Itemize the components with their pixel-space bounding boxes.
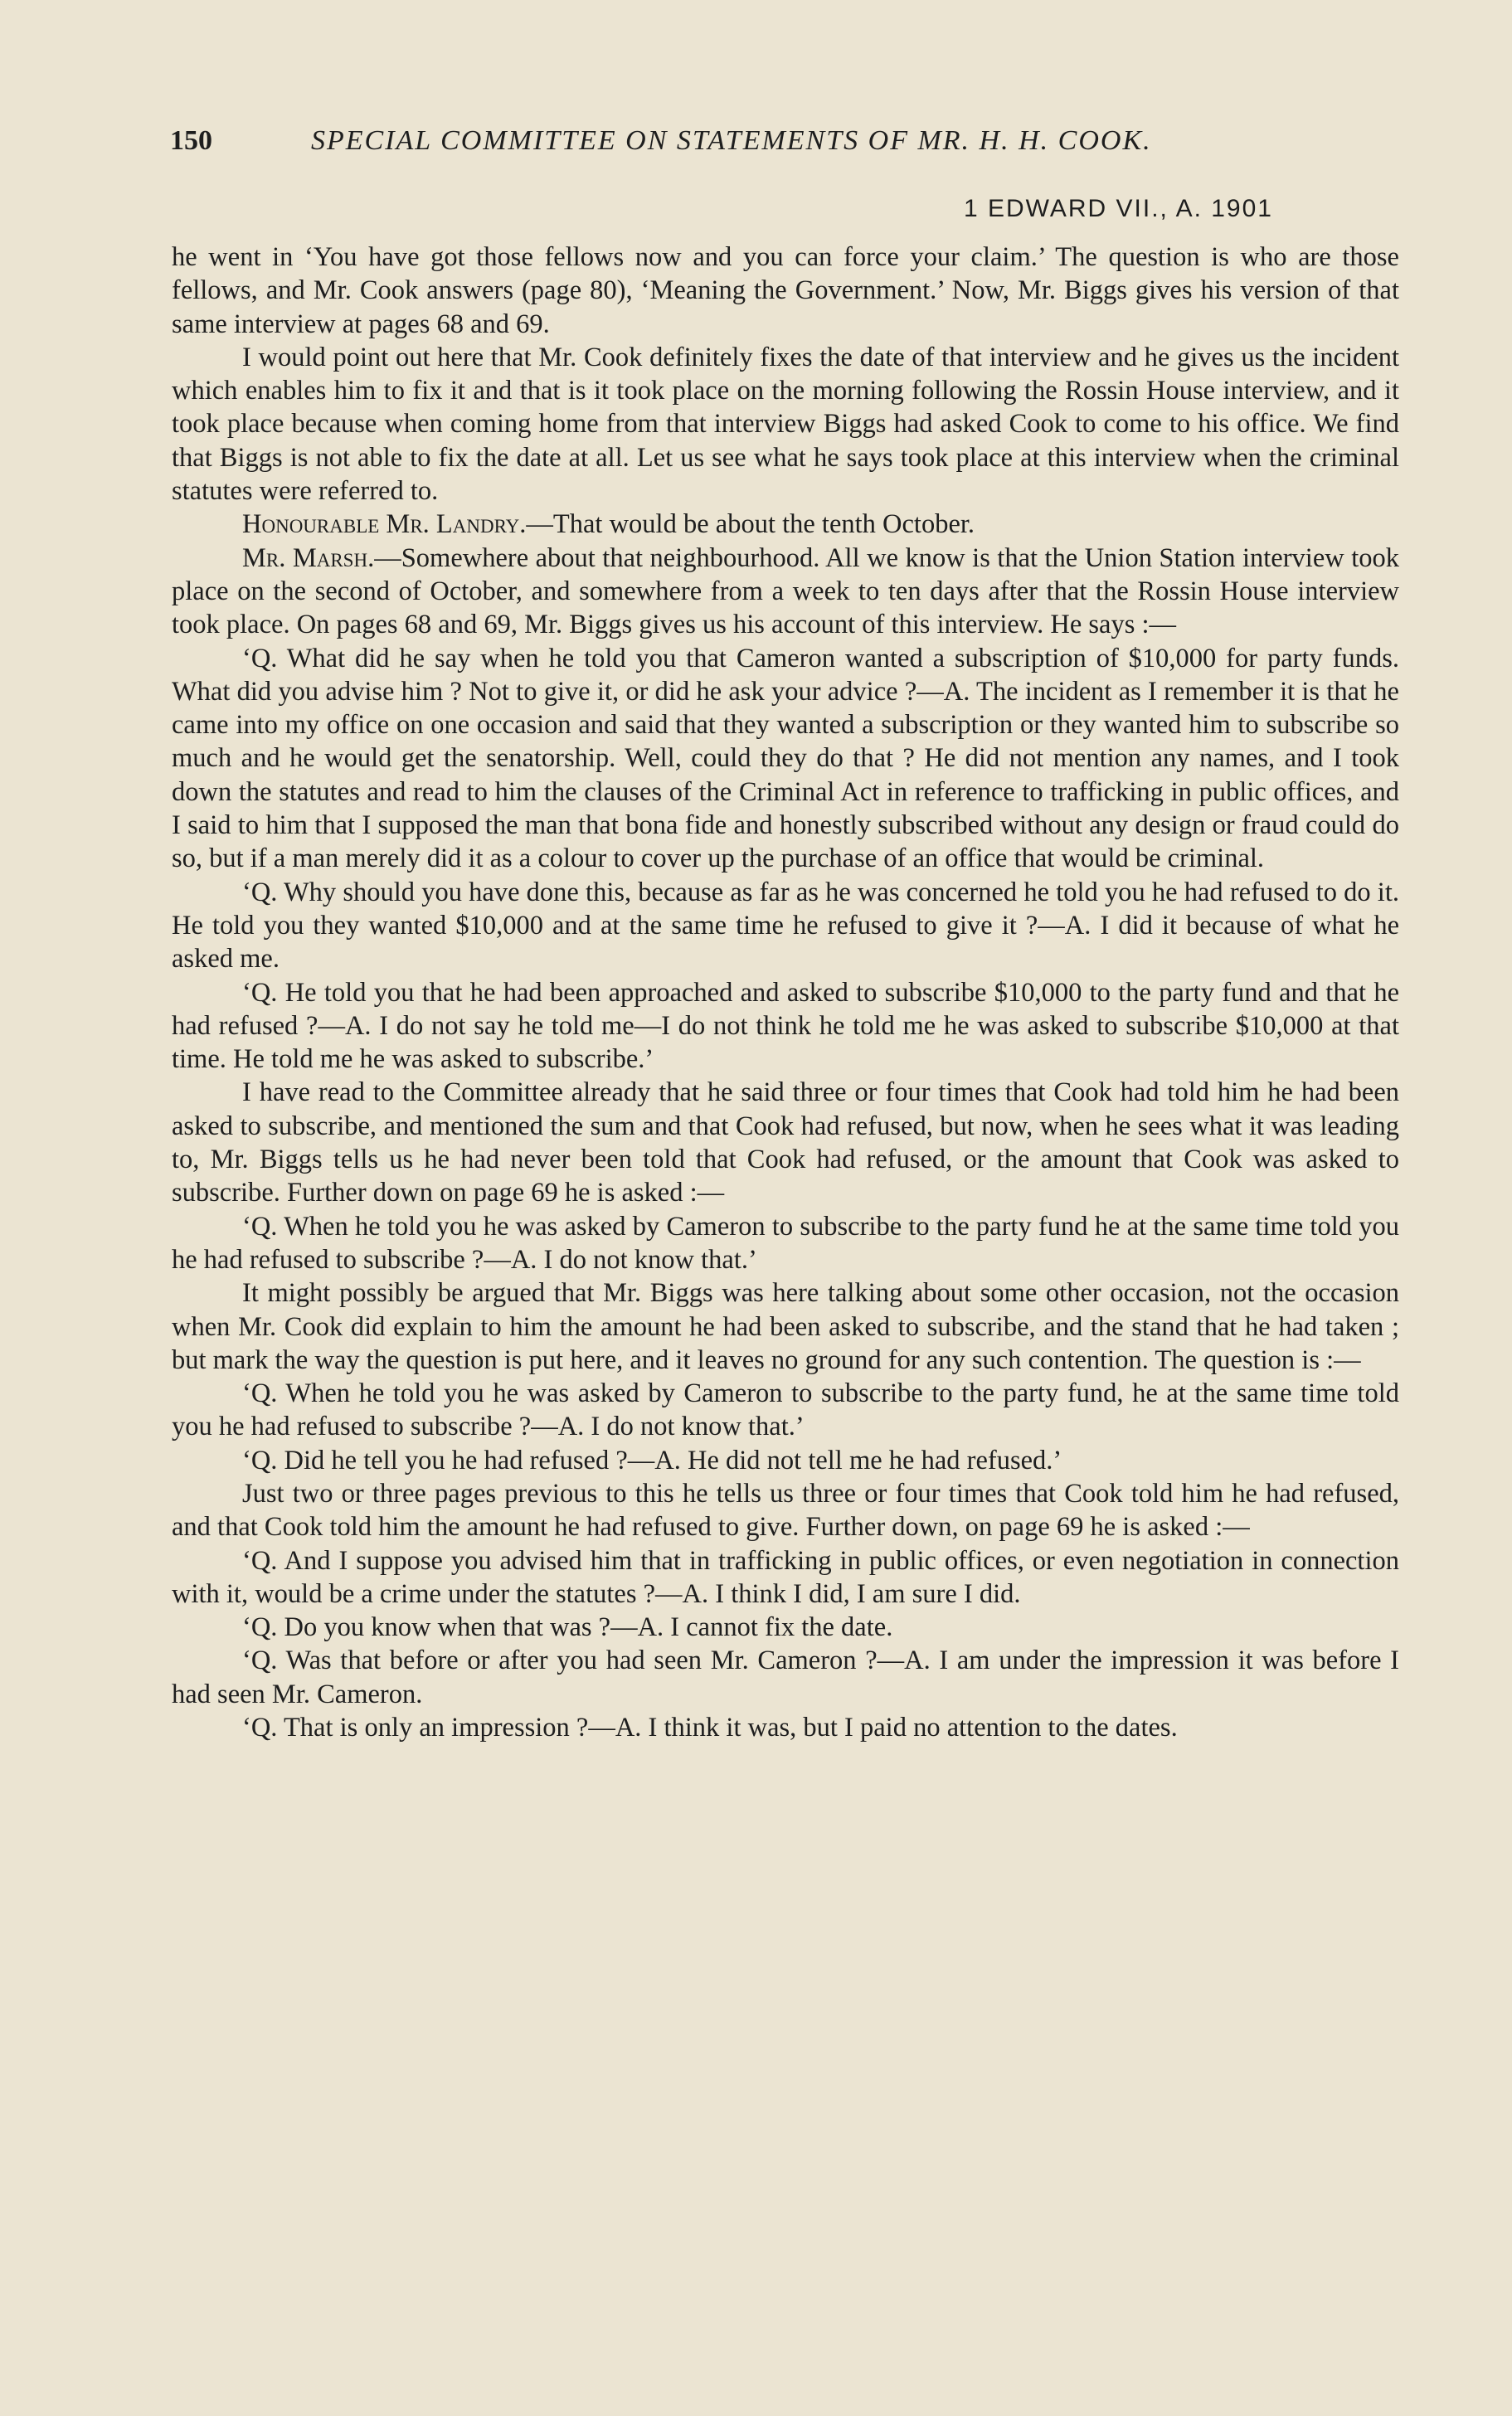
- speaker-text: —That would be about the tenth October.: [526, 509, 975, 540]
- quoted-paragraph: ‘Q. Do you know when that was ?—A. I cannot fix the date.: [242, 1612, 893, 1643]
- speaker-name: Honourable Mr. Landry.: [242, 509, 527, 540]
- page-number: 150: [170, 125, 212, 156]
- running-title: SPECIAL COMMITTEE ON STATEMENTS OF MR. H. H. COOK.: [311, 125, 1152, 156]
- paragraph: Just two or three pages previous to this he tells us three or four times that Cook told him he had refused, and that Cook told him the amount he had refused to give. Further down, on page 69 he is asked :—: [172, 1478, 1399, 1543]
- quoted-paragraph: ‘Q. Was that before or after you had seen Mr. Cameron ?—A. I am under the impression it was before I had seen Mr. Cameron.: [172, 1646, 1399, 1709]
- quoted-paragraph: ‘Q. Why should you have done this, because as far as he was concerned he told you he had refused to do it. He told you they wanted $10,000 and at the same time he refused to give it ?—A. I did it because of what he asked me.: [172, 877, 1399, 975]
- body-text: [172, 241, 1399, 1744]
- paragraph: I would point out here that Mr. Cook definitely fixes the date of that interview and he gives us the incident which enables him to fix it and that is it took place on the morning following the Rossin House interview, and it took place because when coming home from that interview Biggs had asked Cook to come to his office. We find that Biggs is not able to fix the date at all. Let us see what he says took place at this interview when the criminal statutes were referred to.: [172, 342, 1399, 507]
- speaker-text: —Somewhere about that neighbourhood. All we know is that the Union Station interview took place on the second of October, and somewhere from a week to ten days after that the Rossin House interview took place. On pages 68 and 69, Mr. Biggs gives us his account of this interview. He says :—: [172, 542, 1399, 640]
- paragraph: he went in ‘You have got those fellows now and you can force your claim.’ The question is who are those fellows, and Mr. Cook answers (page 80), ‘Meaning the Government.’ Now, Mr. Biggs gives his version of that same interview at pages 68 and 69.: [172, 242, 1399, 339]
- session-label: 1 EDWARD VII., A. 1901: [963, 195, 1273, 222]
- speaker-paragraph: [172, 542, 1399, 642]
- quoted-paragraph: ‘Q. When he told you he was asked by Cameron to subscribe to the party fund he at the same time told you he had refused to subscribe ?—A. I do not know that.’: [172, 1211, 1399, 1275]
- speaker-name: Mr. Marsh.: [242, 542, 375, 573]
- quoted-paragraph: ‘Q. That is only an impression ?—A. I think it was, but I paid no attention to the dates.: [242, 1713, 1178, 1743]
- quoted-paragraph: ‘Q. Did he tell you he had refused ?—A. He did not tell me he had refused.’: [242, 1445, 1062, 1475]
- speaker-paragraph: [172, 508, 1399, 541]
- paragraph: I have read to the Committee already that he said three or four times that Cook had told him he had been asked to subscribe, and mentioned the sum and that Cook had refused, but now, when he sees what it was leading to, Mr. Biggs tells us he had never been told that Cook had refused, or the amount that Cook was asked to subscribe. Further down on page 69 he is asked :—: [172, 1077, 1399, 1208]
- quoted-paragraph: ‘Q. And I suppose you advised him that in trafficking in public offices, or even negotiation in connection with it, would be a crime under the statutes ?—A. I think I did, I am sure I did.: [172, 1545, 1399, 1609]
- quoted-paragraph: ‘Q. What did he say when he told you that Cameron wanted a subscription of $10,000 for party funds. What did you advise him ? Not to give it, or did he ask your advice ?—A. The incident as I remember it is that he came into my office on one occasion and said that they wanted a subscription or they wanted him to subscribe so much and he would get the senatorship. Well, could they do that ? He did not mention any names, and I took down the statutes and read to him the clauses of the Criminal Act in reference to trafficking in public offices, and I said to him that I supposed the man that bona fide and honestly subscribed without any design or fraud could do so, but if a man merely did it as a colour to cover up the purchase of an office that would be criminal.: [172, 643, 1399, 874]
- quoted-paragraph: ‘Q. He told you that he had been approached and asked to subscribe $10,000 to the party fund and that he had refused ?—A. I do not say he told me—I do not think he told me he was asked to subscribe $10,000 at that time. He told me he was asked to subscribe.’: [172, 977, 1399, 1075]
- quoted-paragraph: ‘Q. When he told you he was asked by Cameron to subscribe to the party fund, he at the same time told you he had refused to subscribe ?—A. I do not know that.’: [172, 1378, 1399, 1442]
- paragraph: It might possibly be argued that Mr. Biggs was here talking about some other occasion, not the occasion when Mr. Cook did explain to him the amount he had been asked to subscribe, and the stand that he had taken ; but mark the way the question is put here, and it leaves no ground for any such contention. The question is :—: [172, 1278, 1399, 1375]
